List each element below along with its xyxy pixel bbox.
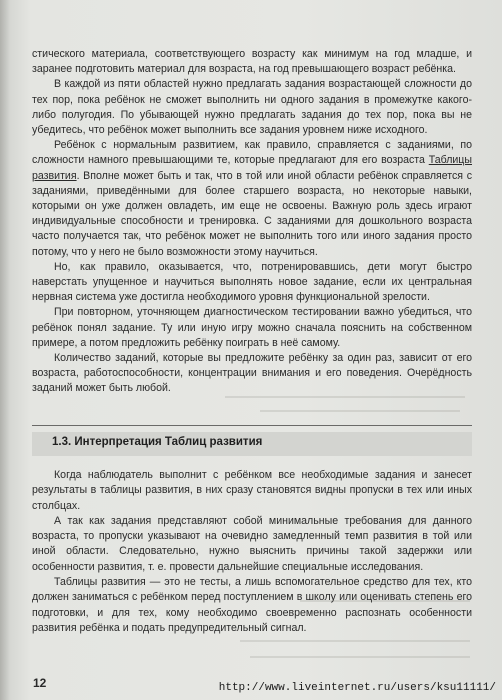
paragraph: В каждой из пяти областей нужно предлагать задания возрастающей сложности до тех пор, пока ребёнок не сможет выполнить ни одного задания в промежутке какого-либо полугодия. По убывающей нужно предлагать задания до тех пор, пока вы не убедитесь, что ребёнок может выполнить все задания уровнем ниже исходного. xyxy=(32,78,472,137)
bleed-through-line xyxy=(260,410,460,412)
paragraph-text: Ребёнок с нормальным развитием, как правило, справляется с заданиями, по сложности намного превышающими те, которые предлагают для его возраста xyxy=(32,139,472,167)
page-number: 12 xyxy=(33,676,47,690)
bleed-through-line xyxy=(240,640,470,642)
paragraph: При повторном, уточняющем диагностическом тестировании важно убедиться, что ребёнок понял задание. Ту или иную игру можно сначала пояснить на собственном примере, а потом предложить ребёнку поиграть в неё самому. xyxy=(32,306,472,349)
bleed-through-line xyxy=(250,656,470,658)
paragraph: Количество заданий, которые вы предложите ребёнку за один раз, зависит от его возраста, работоспособности, концентрации внимания и его поведения. Очерёдность заданий может быть любой. xyxy=(32,352,472,395)
paragraph: стического материала, соответствующего возрасту как минимум на год младше, и заранее подготовить материал для возраста, на год превышающего возраст ребёнка. xyxy=(32,48,472,76)
paragraph: Но, как правило, оказывается, что, потренировавшись, дети могут быстро наверстать упущенное и научиться выполнять новое задание, если их центральная нервная система уже достигла необходимого уровня функциональной зрелости. xyxy=(32,260,472,304)
section-title: 1.3. Интерпретация Таблиц развития xyxy=(52,436,263,448)
paragraph: А так как задания представляют собой минимальные требования для данного возраста, то пропуски указывают на очевидно замедленный темп развития в той или иной области. Следовательно, нужно выяснить причины такой задержки или особенности развития, т. е. провести дальнейшие специальные исследования. xyxy=(32,514,472,573)
page-gutter-shadow xyxy=(0,0,10,700)
paragraph-text: . Вполне может быть и так, что в той или иной области ребёнок справляется с заданиями, приведёнными для более старшего возраста, но некоторые навыки, которыми он уже должен овладеть, им еще не освоены. Важную роль здесь играют индивидуальные способности и тренировка. С заданиями для дошкольного возраста часто получается так, что ребёнок может не выполнить того или иного задания просто потому, что у него не было возможности этому научиться. xyxy=(32,169,472,258)
paragraph: Когда наблюдатель выполнит с ребёнком все необходимые задания и занесет результаты в таблицы развития, в них сразу становятся видны пропуски в тех или иных столбцах. xyxy=(32,469,472,512)
section-divider xyxy=(32,425,472,426)
body-text-bottom xyxy=(32,468,472,636)
body-text-top xyxy=(32,47,472,397)
source-watermark: http://www.liveinternet.ru/users/ksu11111/ xyxy=(218,682,496,694)
paragraph xyxy=(32,138,472,260)
tables-link[interactable]: Таблицы развития xyxy=(32,154,472,182)
paragraph: Таблицы развития — это не тесты, а лишь вспомогательное средство для тех, кто должен заниматься с ребёнком перед поступлением в школу или оценивать степень его подготовки, и для тех, кому необходимо своевременно распознать особенности развития ребёнка и подать предупредительный сигнал. xyxy=(32,576,472,634)
